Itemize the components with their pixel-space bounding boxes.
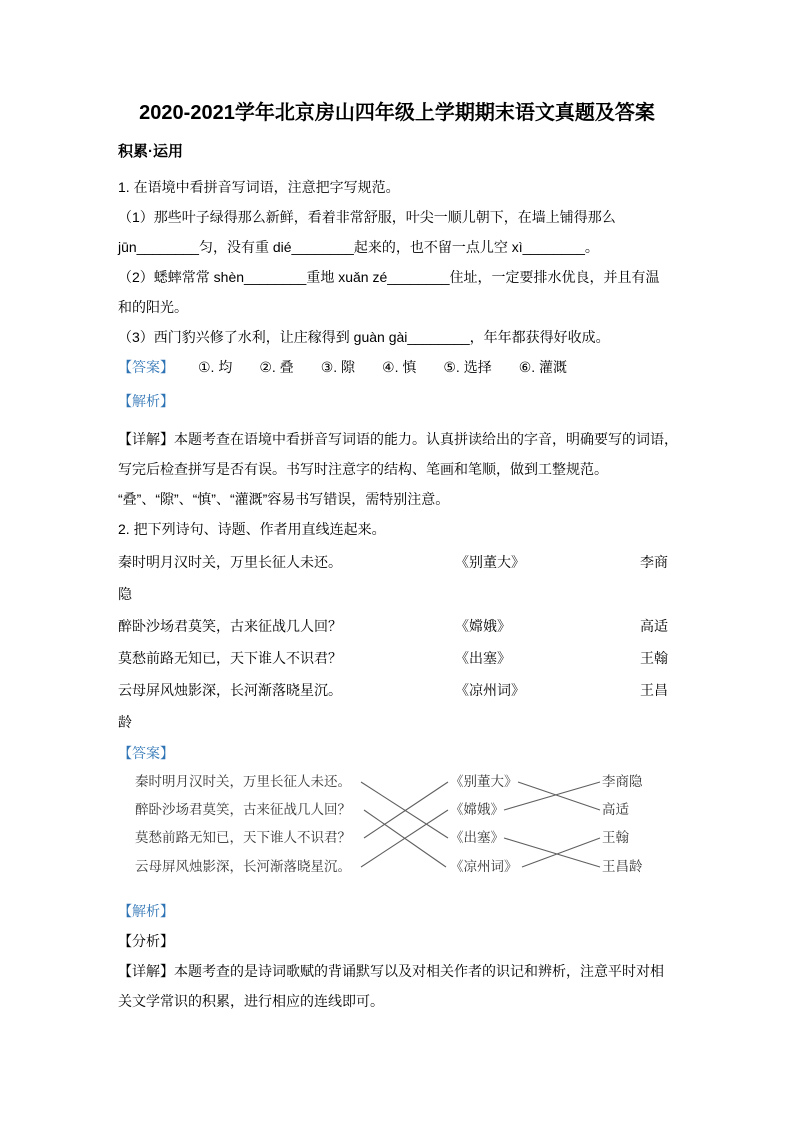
analysis-label: 【解析】 bbox=[118, 393, 174, 409]
diagram-title-3: 《出塞》 bbox=[450, 830, 504, 845]
answer-item-6: ⑥. 灌溉 bbox=[518, 359, 568, 375]
question-2-stem: 2. 把下列诗句、诗题、作者用直线连起来。 bbox=[118, 521, 386, 537]
match-row-4-wrap bbox=[118, 706, 676, 738]
q2-detail-line-1: 【详解】本题考查的是诗词歌赋的背诵默写以及对相关作者的识记和辨析，注意平时对相 bbox=[118, 963, 664, 979]
poem-text: 云母屏风烛影深，长河渐落晓星沉。 bbox=[118, 682, 342, 698]
answer-item-5: ⑤. 选择 bbox=[443, 359, 492, 375]
diagram-poem-1: 秦时明月汉时关，万里长征人未还。 bbox=[135, 774, 351, 789]
q1-detail-line-1: 【详解】本题考查在语境中看拼音写词语的能力。认真拼读给出的字音，明确要写的词语， bbox=[118, 431, 678, 447]
diagram-poem-4: 云母屏风烛影深，长河渐落晓星沉。 bbox=[135, 859, 351, 874]
poem-author: 李商 bbox=[640, 554, 668, 570]
poem-text: 莫愁前路无知已，天下谁人不识君？ bbox=[118, 650, 342, 666]
answer-label: 【答案】 bbox=[118, 745, 174, 761]
document-content bbox=[118, 0, 676, 1016]
analysis-label: 【解析】 bbox=[118, 903, 174, 919]
q1-detail-line-3: “叠”、“隙”、“慎”、“灌溉”容易书写错误，需特别注意。 bbox=[118, 491, 450, 507]
diagram-title-4: 《凉州词》 bbox=[450, 859, 518, 874]
poem-author-wrap: 隐 bbox=[118, 586, 132, 602]
poem-author: 王昌 bbox=[640, 682, 668, 698]
q1-answer-row bbox=[118, 352, 676, 382]
diagram-title-1: 《别董大》 bbox=[450, 774, 518, 789]
answer-item-1: ①. 均 bbox=[198, 359, 233, 375]
match-row-4 bbox=[118, 674, 676, 706]
answer-diagram bbox=[118, 770, 676, 896]
q1-text-line-5: （3）西门豹兴修了水利，让庄稼得到 guàn gài________，年年都获得好收成。 bbox=[118, 329, 610, 345]
q1-text-line-1: （1）那些叶子绿得那么新鲜，看着非常舒服，叶尖一顺儿朝下，在墙上铺得那么 bbox=[118, 209, 616, 225]
answer-item-2: ②. 叠 bbox=[259, 359, 294, 375]
q1-text-line-4: 和的阳光。 bbox=[118, 299, 188, 315]
poem-title: 《凉州词》 bbox=[455, 682, 525, 698]
poem-author: 王翰 bbox=[640, 650, 668, 666]
poem-author-wrap: 龄 bbox=[118, 714, 132, 730]
poem-title: 《嫦娥》 bbox=[455, 618, 511, 634]
diagram-author-4: 王昌龄 bbox=[602, 859, 643, 874]
diagram-author-1: 李商隐 bbox=[602, 774, 643, 789]
q1-text-line-3: （2）蟋蟀常常 shèn________重地 xuǎn zé________住址，一定要排水优良，并且有温 bbox=[118, 269, 660, 285]
breakdown-label: 【分析】 bbox=[118, 933, 174, 949]
q2-detail-line-2: 关文学常识的积累，进行相应的连线即可。 bbox=[118, 993, 384, 1009]
diagram-title-2: 《嫦娥》 bbox=[450, 802, 504, 817]
section-heading: 积累·运用 bbox=[118, 143, 183, 160]
diagram-author-3: 王翰 bbox=[602, 830, 629, 845]
poem-title: 《出塞》 bbox=[455, 650, 511, 666]
diagram-poem-3: 莫愁前路无知已，天下谁人不识君？ bbox=[135, 830, 351, 845]
answer-item-4: ④. 慎 bbox=[382, 359, 417, 375]
answer-label: 【答案】 bbox=[118, 359, 174, 375]
page-title: 2020-2021学年北京房山四年级上学期期末语文真题及答案 bbox=[139, 102, 655, 124]
diagram-poem-2: 醉卧沙场君莫笑，古来征战几人回？ bbox=[135, 802, 351, 817]
poem-title: 《别董大》 bbox=[455, 554, 525, 570]
match-row-1-wrap bbox=[118, 578, 676, 610]
q1-detail-line-2: 写完后检查拼写是否有误。书写时注意字的结构、笔画和笔顺，做到工整规范。 bbox=[118, 461, 608, 477]
poem-text: 秦时明月汉时关，万里长征人未还。 bbox=[118, 554, 342, 570]
answer-item-3: ③. 隙 bbox=[320, 359, 356, 375]
poem-text: 醉卧沙场君莫笑，古来征战几人回？ bbox=[118, 618, 342, 634]
diagram-author-2: 高适 bbox=[602, 802, 629, 817]
question-1-stem: 1. 在语境中看拼音写词语，注意把字写规范。 bbox=[118, 179, 400, 195]
match-row-3 bbox=[118, 642, 676, 674]
q1-text-line-2: jūn________匀，没有重 dié________起来的，也不留一点儿空 xì________。 bbox=[118, 239, 599, 255]
poem-author: 高适 bbox=[640, 618, 668, 634]
match-row-1 bbox=[118, 546, 676, 578]
match-row-2 bbox=[118, 610, 676, 642]
